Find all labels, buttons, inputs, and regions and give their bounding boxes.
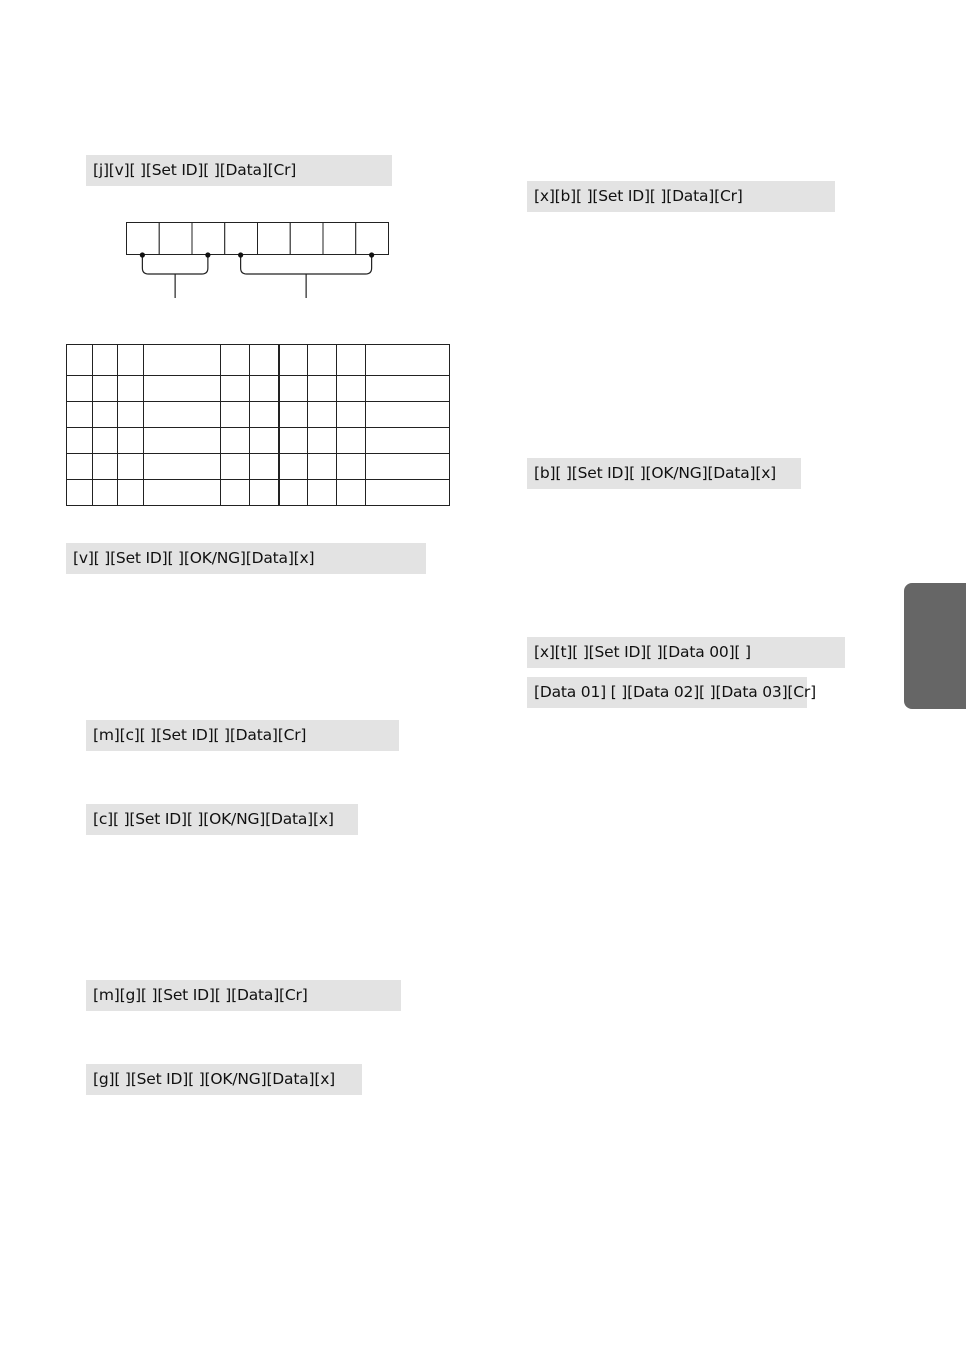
table-cell (144, 454, 221, 480)
table-cell (279, 454, 308, 480)
table-cell (93, 345, 118, 376)
bit-cell (258, 223, 291, 255)
bit-group-brackets (140, 252, 374, 298)
table-cell (250, 376, 279, 402)
bit-cell (290, 223, 323, 255)
table-cell (308, 402, 337, 428)
table-cell (144, 428, 221, 454)
table-cell (221, 376, 250, 402)
ack-g-box: [g][ ][Set ID][ ][OK/NG][Data][x] (86, 1064, 362, 1095)
command-xt-line1-box: [x][t][ ][Set ID][ ][Data 00][ ] (527, 637, 845, 668)
table-cell (118, 376, 144, 402)
table-cell (366, 402, 450, 428)
table-cell (67, 376, 93, 402)
table-cell (118, 480, 144, 506)
table-cell (279, 376, 308, 402)
bit-cell (192, 223, 225, 255)
table-cell (144, 402, 221, 428)
table-cell (67, 402, 93, 428)
table-cell (250, 428, 279, 454)
bit-group-dot (369, 252, 374, 257)
table-cell (366, 428, 450, 454)
table-cell (93, 402, 118, 428)
table-cell (221, 480, 250, 506)
command-xt-line2-box: [Data 01] [ ][Data 02][ ][Data 03][Cr] (527, 677, 807, 708)
code-table (66, 344, 450, 506)
table-cell (93, 480, 118, 506)
bit-diagram (126, 222, 388, 302)
table-row (67, 454, 450, 480)
table-cell (337, 402, 366, 428)
table-cell (337, 480, 366, 506)
command-xb-box: [x][b][ ][Set ID][ ][Data][Cr] (527, 181, 835, 212)
chapter-side-tab (904, 583, 966, 709)
table-cell (279, 345, 308, 376)
table-row (67, 345, 450, 376)
table-cell (366, 454, 450, 480)
table-cell (308, 345, 337, 376)
table-cell (144, 376, 221, 402)
command-jv-box: [j][v][ ][Set ID][ ][Data][Cr] (86, 155, 392, 186)
table-cell (221, 454, 250, 480)
bit-cells (127, 223, 389, 255)
table-cell (221, 345, 250, 376)
table-row (67, 376, 450, 402)
table-cell (118, 402, 144, 428)
table-cell (366, 376, 450, 402)
table-cell (118, 345, 144, 376)
table-cell (221, 428, 250, 454)
table-cell (250, 454, 279, 480)
bit-group-dot (205, 252, 210, 257)
bit-cell (159, 223, 192, 255)
bit-group-bracket-2 (241, 255, 372, 274)
table-cell (366, 480, 450, 506)
table-cell (144, 480, 221, 506)
table-cell (67, 480, 93, 506)
table-cell (67, 428, 93, 454)
table-row (67, 480, 450, 506)
ack-v-box: [v][ ][Set ID][ ][OK/NG][Data][x] (66, 543, 426, 574)
table-cell (279, 402, 308, 428)
table-row (67, 402, 450, 428)
bit-group-dot (238, 252, 243, 257)
table-cell (337, 376, 366, 402)
ack-b-box: [b][ ][Set ID][ ][OK/NG][Data][x] (527, 458, 801, 489)
table-cell (337, 345, 366, 376)
table-cell (221, 402, 250, 428)
table-cell (93, 454, 118, 480)
table-cell (250, 402, 279, 428)
table-cell (250, 480, 279, 506)
table-cell (366, 345, 450, 376)
table-cell (308, 480, 337, 506)
bit-group-bracket-1 (142, 255, 208, 274)
table-cell (67, 345, 93, 376)
table-cell (250, 345, 279, 376)
command-mc-box: [m][c][ ][Set ID][ ][Data][Cr] (86, 720, 399, 751)
command-mg-box: [m][g][ ][Set ID][ ][Data][Cr] (86, 980, 401, 1011)
table-cell (308, 376, 337, 402)
table-row (67, 428, 450, 454)
table-cell (279, 480, 308, 506)
bit-cell (225, 223, 258, 255)
table-cell (337, 454, 366, 480)
table-cell (308, 428, 337, 454)
table-cell (144, 345, 221, 376)
bit-cell (323, 223, 356, 255)
table-cell (308, 454, 337, 480)
ack-c-box: [c][ ][Set ID][ ][OK/NG][Data][x] (86, 804, 358, 835)
table-cell (337, 428, 366, 454)
table-cell (279, 428, 308, 454)
table-cell (93, 376, 118, 402)
bit-cell (127, 223, 160, 255)
table-cell (93, 428, 118, 454)
bit-cell (356, 223, 389, 255)
bit-group-dot (140, 252, 145, 257)
table-cell (118, 428, 144, 454)
table-cell (67, 454, 93, 480)
table-cell (118, 454, 144, 480)
